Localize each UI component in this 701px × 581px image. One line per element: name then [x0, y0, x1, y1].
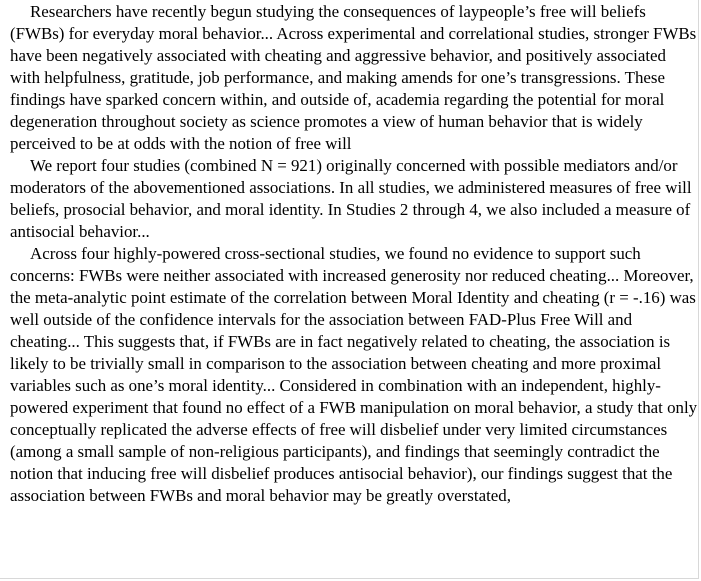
document-body: [10, 1, 700, 507]
paragraph-1: Researchers have recently begun studying the consequences of laypeople’s free will beliefs (FWBs) for everyday moral behavior... Across experimental and correlational studies, stronger FWBs have been negatively associated with cheating and aggressive behavior, and positively associated with helpfulness, gratitude, job performance, and making amends for one’s transgressions. These findings have sparked concern within, and outside of, academia regarding the potential for moral degeneration throughout society as science promotes a view of human behavior that is widely perceived to be at odds with the notion of free will: [10, 2, 697, 153]
paragraph-3: Across four highly-powered cross-sectional studies, we found no evidence to support such concerns: FWBs were neither associated with increased generosity nor reduced cheating... Moreover, the meta-analytic point estimate of the correlation between Moral Identity and cheating (r = -.16) was well outside of the confidence intervals for the association between FAD-Plus Free Will and cheating... This suggests that, if FWBs are in fact negatively related to cheating, the association is likely to be trivially small in comparison to the association between cheating and more proximal variables such as one’s moral identity... Considered in combination with an independent, highly-powered experiment that found no effect of a FWB manipulation on moral behavior, a study that only conceptually replicated the adverse effects of free will disbelief under very limited circumstances (among a small sample of non-religious participants), and findings that seemingly contradict the notion that inducing free will disbelief produces antisocial behavior), our findings suggest that the association between FWBs and moral behavior may be greatly overstated,: [10, 244, 698, 505]
paragraph-2: We report four studies (combined N = 921) originally concerned with possible mediators and/or moderators of the abovementioned associations. In all studies, we administered measures of free will beliefs, prosocial behavior, and moral identity. In Studies 2 through 4, we also included a measure of antisocial behavior...: [10, 156, 692, 241]
